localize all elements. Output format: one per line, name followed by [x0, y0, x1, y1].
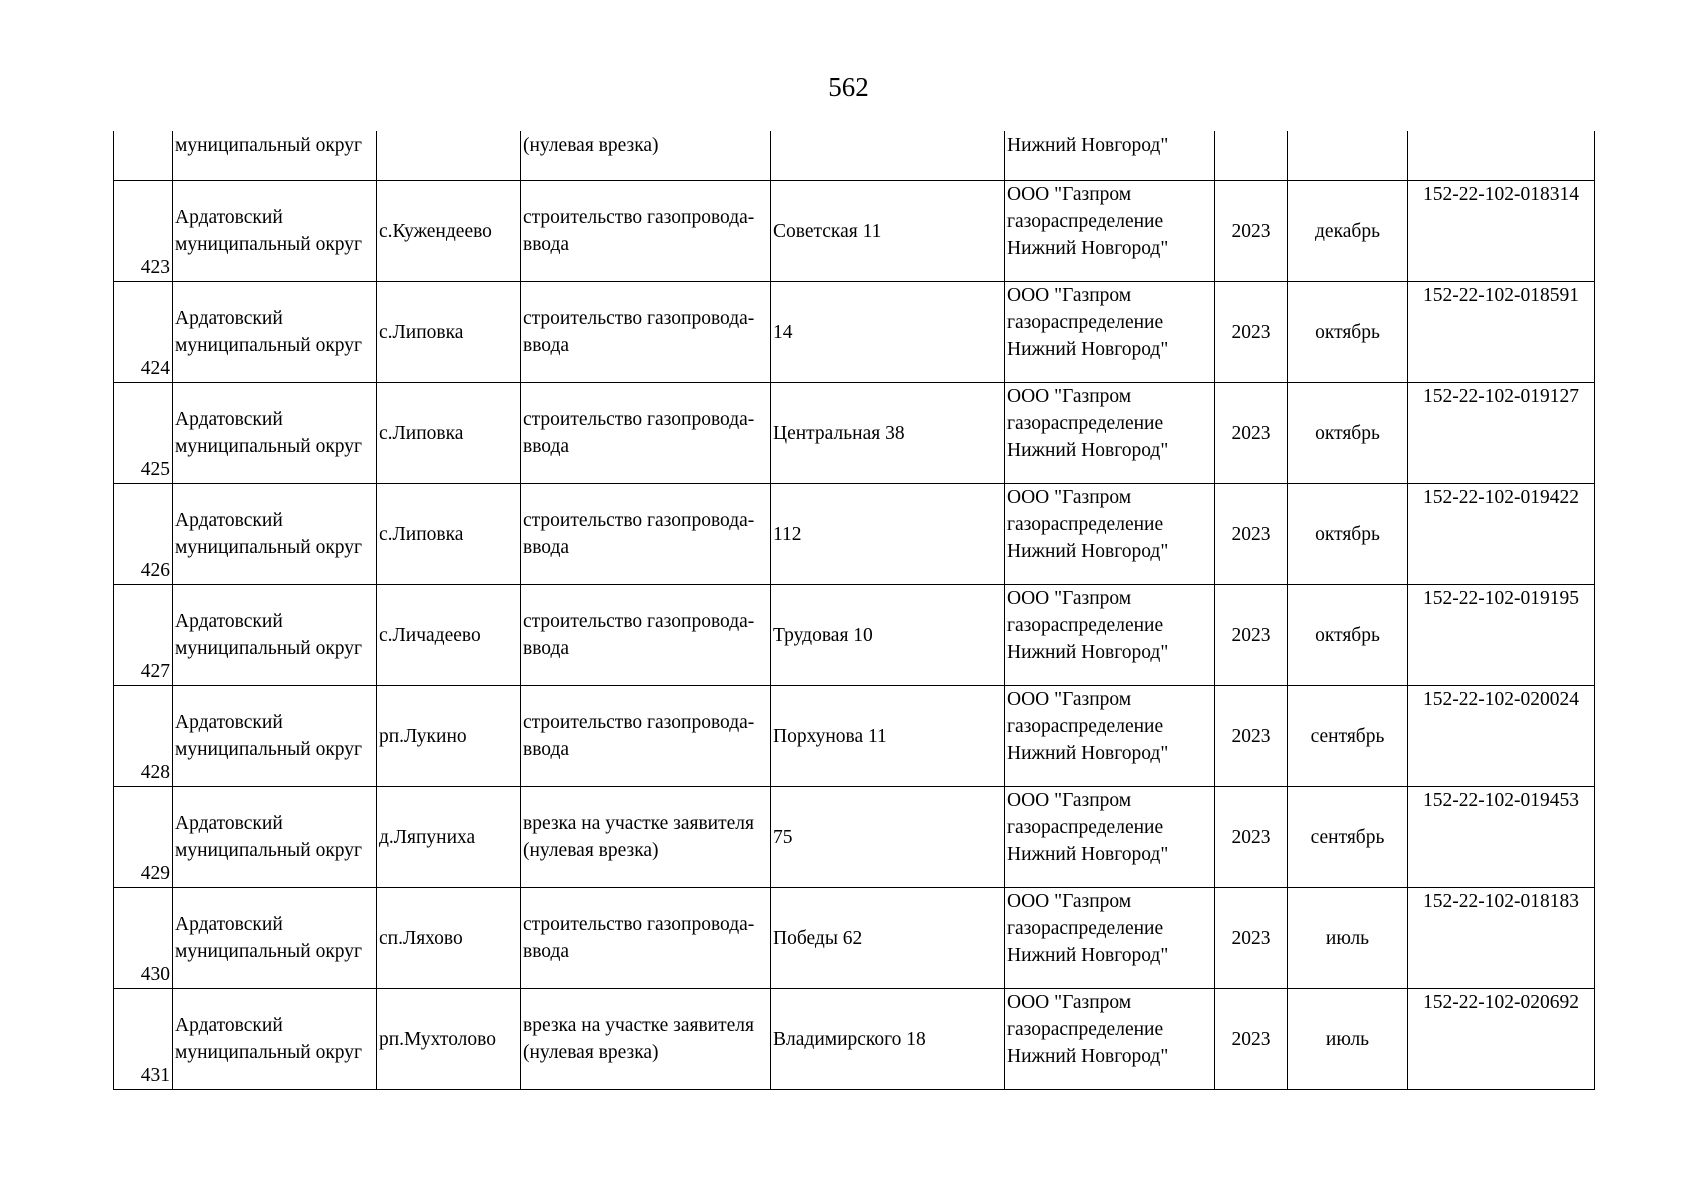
org-line: ООО "Газпром: [1007, 285, 1132, 306]
org-line: газораспределение: [1007, 716, 1164, 737]
cell-district: [173, 282, 377, 383]
cell-code: [1408, 686, 1595, 787]
work-line: строительство газопровода-: [523, 308, 755, 329]
cell-locality: [377, 131, 521, 181]
page-number: 562: [828, 72, 869, 102]
cell-locality: [377, 888, 521, 989]
cell-num: [114, 383, 173, 484]
district-line: муниципальный округ: [175, 234, 363, 255]
cell-month: [1288, 989, 1408, 1090]
cell-code: [1408, 787, 1595, 888]
row-number: 424: [140, 358, 170, 379]
work-line: строительство газопровода-: [523, 409, 755, 430]
cell-org: [1005, 181, 1215, 282]
org-line: Нижний Новгород": [1007, 339, 1169, 360]
work-line: врезка на участке заявителя: [523, 813, 754, 834]
locality: рп.Лукино: [379, 725, 467, 747]
cell-month: [1288, 131, 1408, 181]
district-line: Ардатовский: [175, 712, 283, 733]
district-line: муниципальный округ: [175, 1042, 363, 1063]
district-line: Ардатовский: [175, 813, 283, 834]
district-line: муниципальный округ: [175, 739, 363, 760]
cell-work: [521, 888, 771, 989]
month: октябрь: [1315, 523, 1380, 545]
locality: с.Кужендеево: [379, 220, 492, 242]
tu-code: 152-22-102-020692: [1423, 992, 1579, 1013]
cell-address: [771, 888, 1005, 989]
org-line: Нижний Новгород": [1007, 743, 1169, 764]
org-line: газораспределение: [1007, 1019, 1164, 1040]
tu-code: 152-22-102-020024: [1423, 689, 1579, 710]
cell-locality: [377, 484, 521, 585]
cell-work: [521, 585, 771, 686]
row-number: 430: [140, 964, 170, 985]
org-line: Нижний Новгород": [1007, 844, 1169, 865]
cell-month: [1288, 282, 1408, 383]
cell-org: [1005, 585, 1215, 686]
tu-code: 152-22-102-018183: [1423, 891, 1579, 912]
cell-address: [771, 131, 1005, 181]
cell-code: [1408, 888, 1595, 989]
row-number: 425: [140, 459, 170, 480]
table-row: [114, 282, 1595, 383]
table-row: [114, 888, 1595, 989]
org-line: газораспределение: [1007, 918, 1164, 939]
cell-work: [521, 383, 771, 484]
cell-org: [1005, 989, 1215, 1090]
month: декабрь: [1315, 220, 1380, 242]
cell-num: [114, 131, 173, 181]
org-line: Нижний Новгород": [1007, 642, 1169, 663]
work-line: строительство газопровода-: [523, 712, 755, 733]
org-line: газораспределение: [1007, 312, 1164, 333]
year: 2023: [1231, 826, 1271, 848]
cell-work: [521, 181, 771, 282]
work-line: ввода: [523, 537, 570, 558]
cell-year: [1215, 686, 1288, 787]
work-line: ввода: [523, 739, 570, 760]
district-line: муниципальный округ: [175, 436, 363, 457]
district-line: Ардатовский: [175, 611, 283, 632]
cell-num: [114, 181, 173, 282]
year: 2023: [1231, 321, 1271, 343]
locality: с.Личадеево: [379, 624, 481, 646]
gas-connection-table: [113, 131, 1595, 1090]
row-number: 427: [140, 661, 170, 682]
work-line: (нулевая врезка): [523, 840, 659, 861]
table-row: [114, 383, 1595, 484]
cell-district: муниципальный округ: [173, 131, 377, 181]
year: 2023: [1231, 725, 1271, 747]
org-line: газораспределение: [1007, 211, 1164, 232]
row-number: 426: [140, 560, 170, 581]
cell-num: [114, 484, 173, 585]
work-line: врезка на участке заявителя: [523, 1015, 754, 1036]
cell-district: [173, 585, 377, 686]
row-number: 423: [140, 257, 170, 278]
cell-address: [771, 484, 1005, 585]
cell-year: [1215, 888, 1288, 989]
org-line: ООО "Газпром: [1007, 790, 1132, 811]
cell-address: [771, 383, 1005, 484]
month: октябрь: [1315, 422, 1380, 444]
cell-address: [771, 181, 1005, 282]
cell-num: [114, 989, 173, 1090]
cell-month: [1288, 484, 1408, 585]
address: Владимирского 18: [773, 1028, 926, 1050]
district-line: Ардатовский: [175, 308, 283, 329]
district-line: Ардатовский: [175, 409, 283, 430]
cell-work: [521, 787, 771, 888]
district-line: муниципальный округ: [175, 840, 363, 861]
org-line: ООО "Газпром: [1007, 588, 1132, 609]
org-line: газораспределение: [1007, 817, 1164, 838]
table-row: [114, 686, 1595, 787]
cell-num: [114, 888, 173, 989]
table-row: [114, 484, 1595, 585]
district-line: Ардатовский: [175, 914, 283, 935]
cell-year: [1215, 484, 1288, 585]
locality: рп.Мухтолово: [379, 1028, 496, 1050]
cell-code: [1408, 131, 1595, 181]
address: 112: [773, 523, 802, 545]
cell-district: [173, 686, 377, 787]
org-line: ООО "Газпром: [1007, 992, 1132, 1013]
org-line: газораспределение: [1007, 615, 1164, 636]
address: Порхунова 11: [773, 725, 887, 747]
cell-work: (нулевая врезка): [521, 131, 771, 181]
cell-address: [771, 686, 1005, 787]
cell-locality: [377, 181, 521, 282]
cell-code: [1408, 585, 1595, 686]
address: Трудовая 10: [773, 624, 873, 646]
row-number: 428: [140, 762, 170, 783]
cell-year: [1215, 787, 1288, 888]
cell-address: [771, 787, 1005, 888]
year: 2023: [1231, 624, 1271, 646]
cell-num: [114, 282, 173, 383]
cell-month: [1288, 181, 1408, 282]
cell-district: [173, 888, 377, 989]
org-line: Нижний Новгород": [1007, 440, 1169, 461]
cell-num: [114, 787, 173, 888]
cell-locality: [377, 989, 521, 1090]
month: июль: [1325, 927, 1370, 949]
row-number: 429: [140, 863, 170, 884]
district-line: Ардатовский: [175, 207, 283, 228]
tu-code: 152-22-102-019453: [1423, 790, 1579, 811]
cell-year: [1215, 131, 1288, 181]
work-line: ввода: [523, 638, 570, 659]
address: Центральная 38: [773, 422, 905, 444]
cell-work: [521, 484, 771, 585]
cell-address: [771, 989, 1005, 1090]
cell-locality: [377, 585, 521, 686]
cell-address: [771, 585, 1005, 686]
cell-org: [1005, 686, 1215, 787]
continuation-row: [114, 131, 1595, 181]
district-line: муниципальный округ: [175, 537, 363, 558]
locality: сп.Ляхово: [379, 927, 463, 949]
cell-org: [1005, 282, 1215, 383]
cell-work: [521, 282, 771, 383]
work-line: строительство газопровода-: [523, 914, 755, 935]
cell-org: Нижний Новгород": [1005, 131, 1215, 181]
address: 14: [773, 321, 793, 343]
district-line: муниципальный округ: [175, 941, 363, 962]
cell-org: [1005, 787, 1215, 888]
month: июль: [1325, 1028, 1370, 1050]
cell-year: [1215, 282, 1288, 383]
cell-code: [1408, 282, 1595, 383]
year: 2023: [1231, 220, 1271, 242]
year: 2023: [1231, 523, 1271, 545]
locality: с.Липовка: [379, 321, 464, 343]
org-line: ООО "Газпром: [1007, 184, 1132, 205]
cell-work: [521, 686, 771, 787]
cell-org: [1005, 888, 1215, 989]
work-line: ввода: [523, 941, 570, 962]
year: 2023: [1231, 422, 1271, 444]
district-line: Ардатовский: [175, 1015, 283, 1036]
table-row: [114, 181, 1595, 282]
cell-org: [1005, 484, 1215, 585]
cell-locality: [377, 383, 521, 484]
cell-month: [1288, 787, 1408, 888]
cell-code: [1408, 383, 1595, 484]
org-line: газораспределение: [1007, 514, 1164, 535]
org-line: ООО "Газпром: [1007, 891, 1132, 912]
org-line: Нижний Новгород": [1007, 1046, 1169, 1067]
cell-year: [1215, 181, 1288, 282]
cell-code: [1408, 181, 1595, 282]
cell-month: [1288, 585, 1408, 686]
work-line: (нулевая врезка): [523, 1042, 659, 1063]
district-line: муниципальный округ: [175, 335, 363, 356]
work-line: ввода: [523, 335, 570, 356]
address: 75: [773, 826, 793, 848]
tu-code: 152-22-102-019422: [1423, 487, 1579, 508]
work-line: строительство газопровода-: [523, 207, 755, 228]
tu-code: 152-22-102-018591: [1423, 285, 1579, 306]
tu-code: 152-22-102-019127: [1423, 386, 1579, 407]
work-line: ввода: [523, 234, 570, 255]
cell-locality: [377, 787, 521, 888]
table-row: [114, 585, 1595, 686]
cell-address: [771, 282, 1005, 383]
cell-num: [114, 585, 173, 686]
locality: с.Липовка: [379, 523, 464, 545]
tu-code: 152-22-102-018314: [1423, 184, 1579, 205]
table-row: [114, 787, 1595, 888]
cell-year: [1215, 989, 1288, 1090]
cell-month: [1288, 888, 1408, 989]
work-line: строительство газопровода-: [523, 510, 755, 531]
org-line: Нижний Новгород": [1007, 945, 1169, 966]
cell-code: [1408, 484, 1595, 585]
cell-code: [1408, 989, 1595, 1090]
work-line: ввода: [523, 436, 570, 457]
month: сентябрь: [1310, 725, 1385, 747]
cell-month: [1288, 383, 1408, 484]
tu-code: 152-22-102-019195: [1423, 588, 1579, 609]
cell-district: [173, 787, 377, 888]
month: октябрь: [1315, 321, 1380, 343]
cell-month: [1288, 686, 1408, 787]
year: 2023: [1231, 927, 1271, 949]
org-line: ООО "Газпром: [1007, 386, 1132, 407]
address: Победы 62: [773, 927, 863, 949]
org-line: ООО "Газпром: [1007, 689, 1132, 710]
locality: с.Липовка: [379, 422, 464, 444]
address: Советская 11: [773, 220, 882, 242]
cell-locality: [377, 686, 521, 787]
district-line: Ардатовский: [175, 510, 283, 531]
cell-num: [114, 686, 173, 787]
cell-year: [1215, 585, 1288, 686]
district-line: муниципальный округ: [175, 638, 363, 659]
cell-district: [173, 383, 377, 484]
org-line: Нижний Новгород": [1007, 238, 1169, 259]
month: октябрь: [1315, 624, 1380, 646]
cell-year: [1215, 383, 1288, 484]
row-number: 431: [140, 1065, 170, 1086]
cell-org: [1005, 383, 1215, 484]
table-row: [114, 989, 1595, 1090]
cell-locality: [377, 282, 521, 383]
locality: д.Ляпуниха: [379, 826, 476, 848]
cell-district: [173, 484, 377, 585]
cell-district: [173, 181, 377, 282]
month: сентябрь: [1310, 826, 1385, 848]
year: 2023: [1231, 1028, 1271, 1050]
cell-work: [521, 989, 771, 1090]
work-line: строительство газопровода-: [523, 611, 755, 632]
org-line: газораспределение: [1007, 413, 1164, 434]
cell-district: [173, 989, 377, 1090]
org-line: ООО "Газпром: [1007, 487, 1132, 508]
org-line: Нижний Новгород": [1007, 541, 1169, 562]
